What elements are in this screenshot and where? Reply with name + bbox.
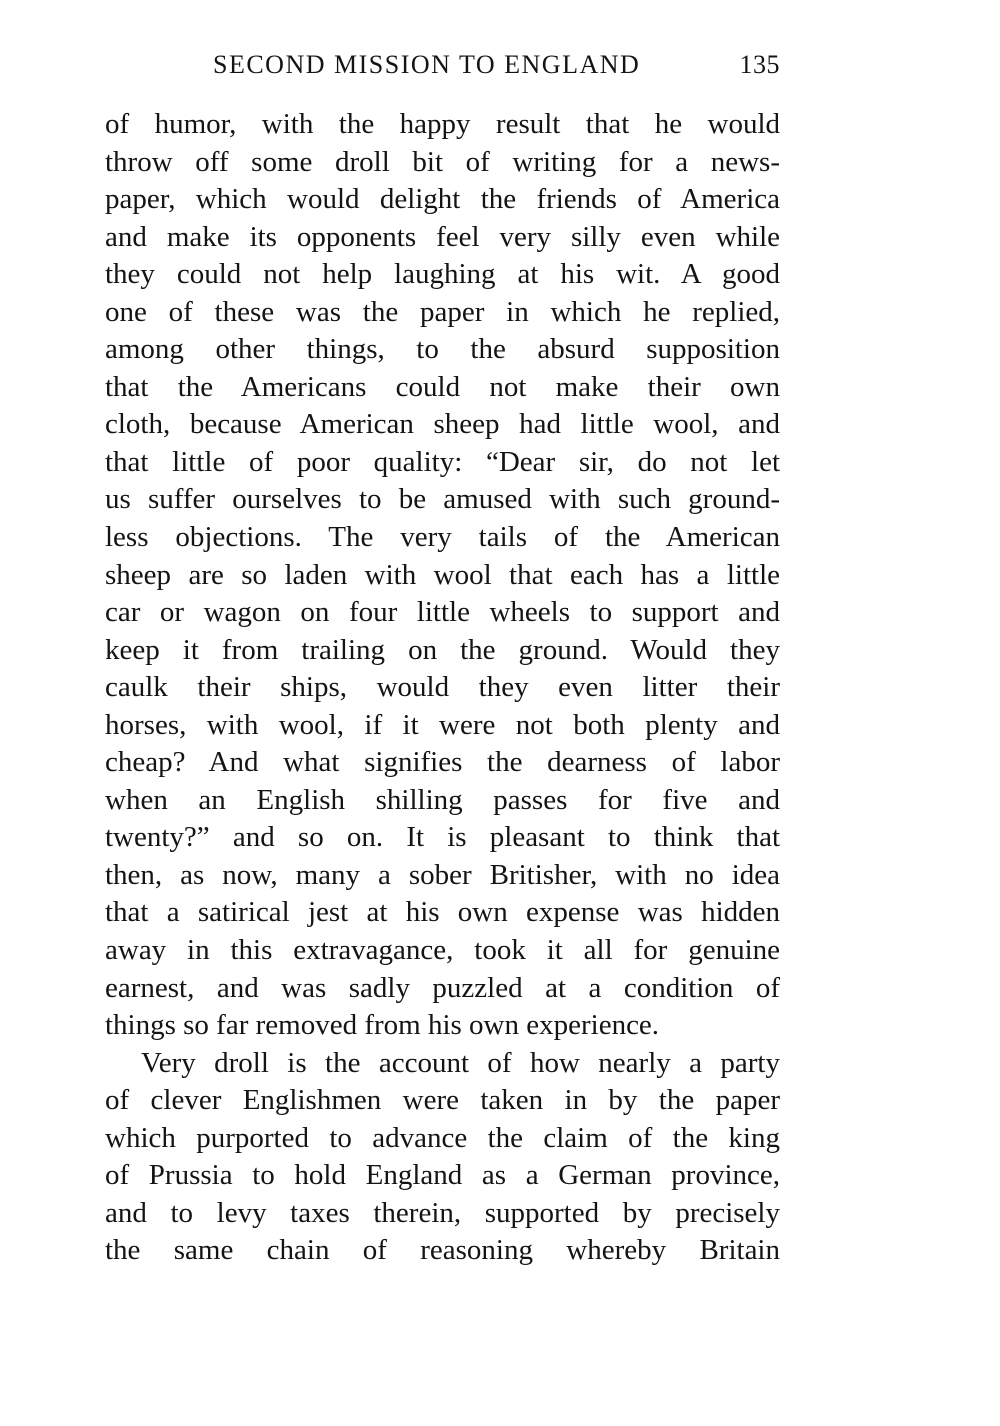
text-line: throw off some droll bit of writing for a news- xyxy=(105,145,780,178)
text-line: sheep are so laden with wool that each has a little xyxy=(105,558,780,591)
body-text xyxy=(105,106,780,1270)
text-line: cloth, because American sheep had little wool, and xyxy=(105,408,780,441)
text-line: earnest, and was sadly puzzled at a condition of xyxy=(105,971,780,1004)
running-head xyxy=(105,50,780,90)
text-line: one of these was the paper in which he replied, xyxy=(105,295,780,328)
text-line: twenty?” and so on. It is pleasant to think that xyxy=(105,821,780,854)
text-line: of humor, with the happy result that he would xyxy=(105,108,780,140)
text-line: horses, with wool, if it were not both plenty and xyxy=(105,708,780,741)
text-line: us suffer ourselves to be amused with such ground- xyxy=(105,483,780,516)
text-line: Very droll is the account of how nearly a party xyxy=(141,1046,780,1079)
text-line: the same chain of reasoning whereby Britain xyxy=(105,1234,780,1267)
running-title: SECOND MISSION TO ENGLAND xyxy=(213,50,641,79)
text-line: and to levy taxes therein, supported by precisely xyxy=(105,1196,780,1229)
text-line: of Prussia to hold England as a German province, xyxy=(105,1159,780,1192)
page-number: 135 xyxy=(739,50,780,79)
text-line: that the Americans could not make their own xyxy=(105,370,780,403)
text-line: which purported to advance the claim of the king xyxy=(105,1121,780,1154)
paragraph-2 xyxy=(105,1045,780,1270)
text-line: keep it from trailing on the ground. Would they xyxy=(105,633,780,666)
text-line: of clever Englishmen were taken in by the paper xyxy=(105,1084,780,1117)
paragraph-1 xyxy=(105,106,780,1045)
text-line: things so far removed from his own experience. xyxy=(105,1009,660,1042)
text-line: that little of poor quality: “Dear sir, do not let xyxy=(105,445,780,478)
text-line: among other things, to the absurd supposition xyxy=(105,333,780,366)
text-line: away in this extravagance, took it all for genuine xyxy=(105,934,780,967)
text-line: caulk their ships, would they even litter their xyxy=(105,671,780,704)
text-line: that a satirical jest at his own expense was hidden xyxy=(105,896,780,929)
text-line: less objections. The very tails of the American xyxy=(105,521,780,554)
text-line: they could not help laughing at his wit. A good xyxy=(105,258,780,291)
text-line: when an English shilling passes for five and xyxy=(105,783,780,816)
text-line: cheap? And what signifies the dearness of labor xyxy=(105,746,780,779)
text-line: and make its opponents feel very silly even while xyxy=(105,220,780,253)
text-line: then, as now, many a sober Britisher, with no idea xyxy=(105,858,780,891)
text-line: paper, which would delight the friends of America xyxy=(105,183,780,216)
text-line: car or wagon on four little wheels to support and xyxy=(105,596,780,629)
